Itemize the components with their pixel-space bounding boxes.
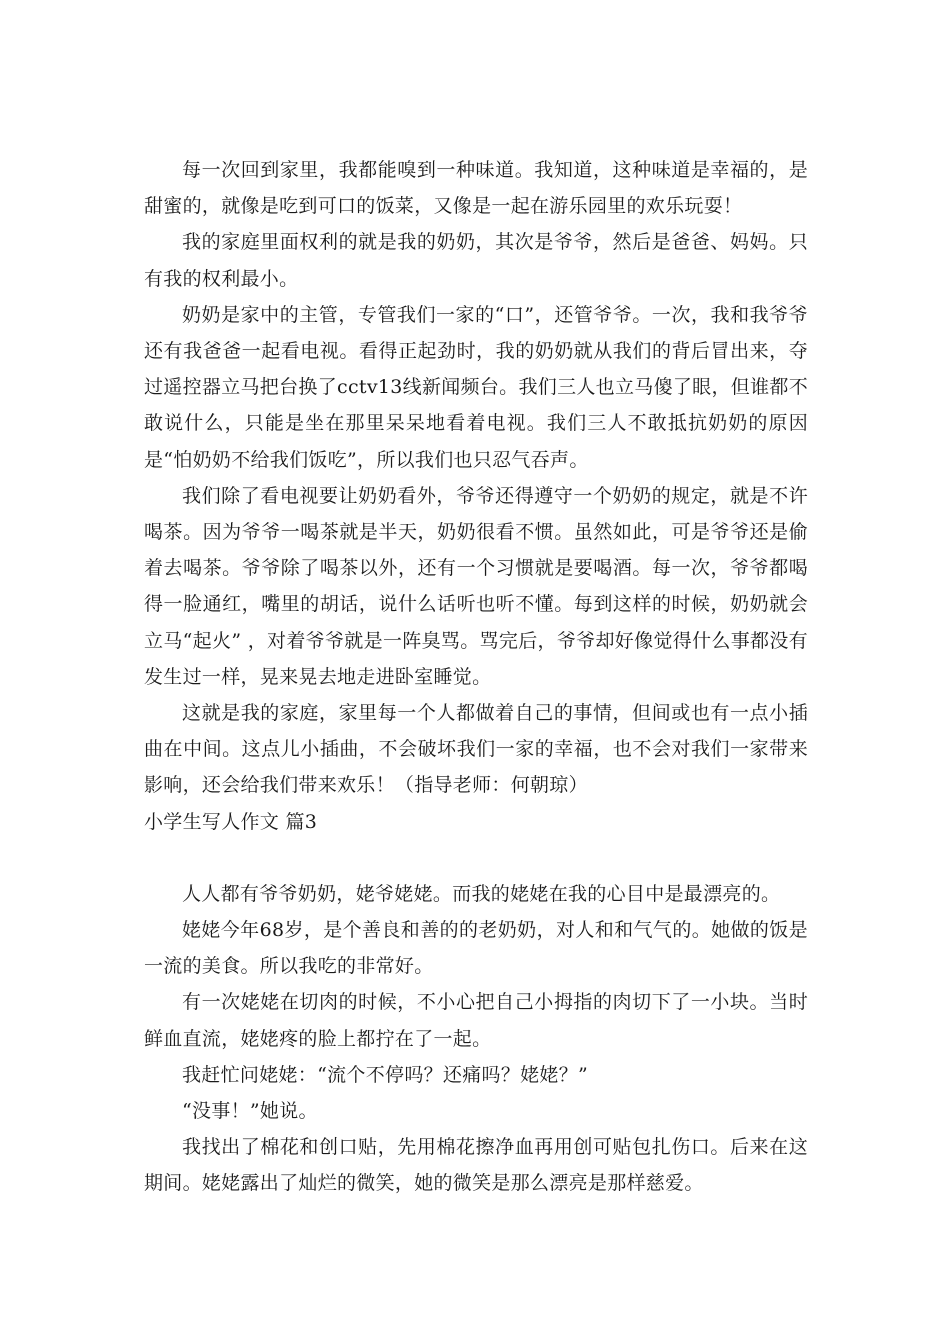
- paragraph: 我赶忙问姥姥：“流个不停吗？还痛吗？姥姥？”: [182, 1063, 589, 1086]
- paragraph: 每一次回到家里，我都能嗅到一种味道。我知道，这种味道是幸福的，是甜蜜的，就像是吃到可口的饭菜，又像是一起在游乐园里的欢乐玩耍！: [144, 159, 808, 218]
- paragraph: 姥姥今年68岁，是个善良和善的的老奶奶，对人和和气气的。她做的饭是一流的美食。所以我吃的非常好。: [144, 919, 808, 978]
- paragraph: 我的家庭里面权利的就是我的奶奶，其次是爷爷，然后是爸爸、妈妈。只有我的权利最小。: [144, 231, 808, 290]
- paragraph: 这就是我的家庭，家里每一个人都做着自己的事情，但间或也有一点小插曲在中间。这点儿小插曲，不会破坏我们一家的幸福，也不会对我们一家带来影响，还会给我们带来欢乐！（指导老师：何朝琼）: [144, 702, 808, 797]
- paragraph: “没事！”她说。: [182, 1100, 318, 1123]
- paragraph: 我找出了棉花和创口贴，先用棉花擦净血再用创可贴包扎伤口。后来在这期间。姥姥露出了灿烂的微笑，她的微笑是那么漂亮是那样慈爱。: [144, 1136, 808, 1195]
- section-spacer: [144, 840, 808, 876]
- document-page: [144, 152, 808, 1202]
- paragraph: 我们除了看电视要让奶奶看外，爷爷还得遵守一个奶奶的规定，就是不许喝茶。因为爷爷一喝茶就是半天，奶奶很看不惯。虽然如此，可是爷爷还是偷着去喝茶。爷爷除了喝茶以外，还有一个习惯就是要喝酒。每一次，爷爷都喝得一脸通红，嘴里的胡话，说什么话听也听不懂。每到这样的时候，奶奶就会立马“起火” ，对着爷爷就是一阵臭骂。骂完后，爷爷却好像觉得什么事都没有发生过一样，晃来晃去地走进卧室睡觉。: [144, 484, 808, 688]
- paragraph: 有一次姥姥在切肉的时候，不小心把自己小拇指的肉切下了一小块。当时鲜血直流，姥姥疼的脸上都拧在了一起。: [144, 991, 808, 1050]
- paragraph: 奶奶是家中的主管，专管我们一家的“口”，还管爷爷。一次，我和我爷爷还有我爸爸一起看电视。看得正起劲时，我的奶奶就从我们的背后冒出来，夺过遥控器立马把台换了cctv13线新闻频台。我们三人也立马傻了眼，但谁都不敢说什么，只能是坐在那里呆呆地看着电视。我们三人不敢抵抗奶奶的原因是“怕奶奶不给我们饭吃”，所以我们也只忍气吞声。: [144, 303, 808, 471]
- section-heading: 小学生写人作文 篇3: [144, 810, 318, 833]
- paragraph: 人人都有爷爷奶奶，姥爷姥姥。而我的姥姥在我的心目中是最漂亮的。: [182, 882, 781, 905]
